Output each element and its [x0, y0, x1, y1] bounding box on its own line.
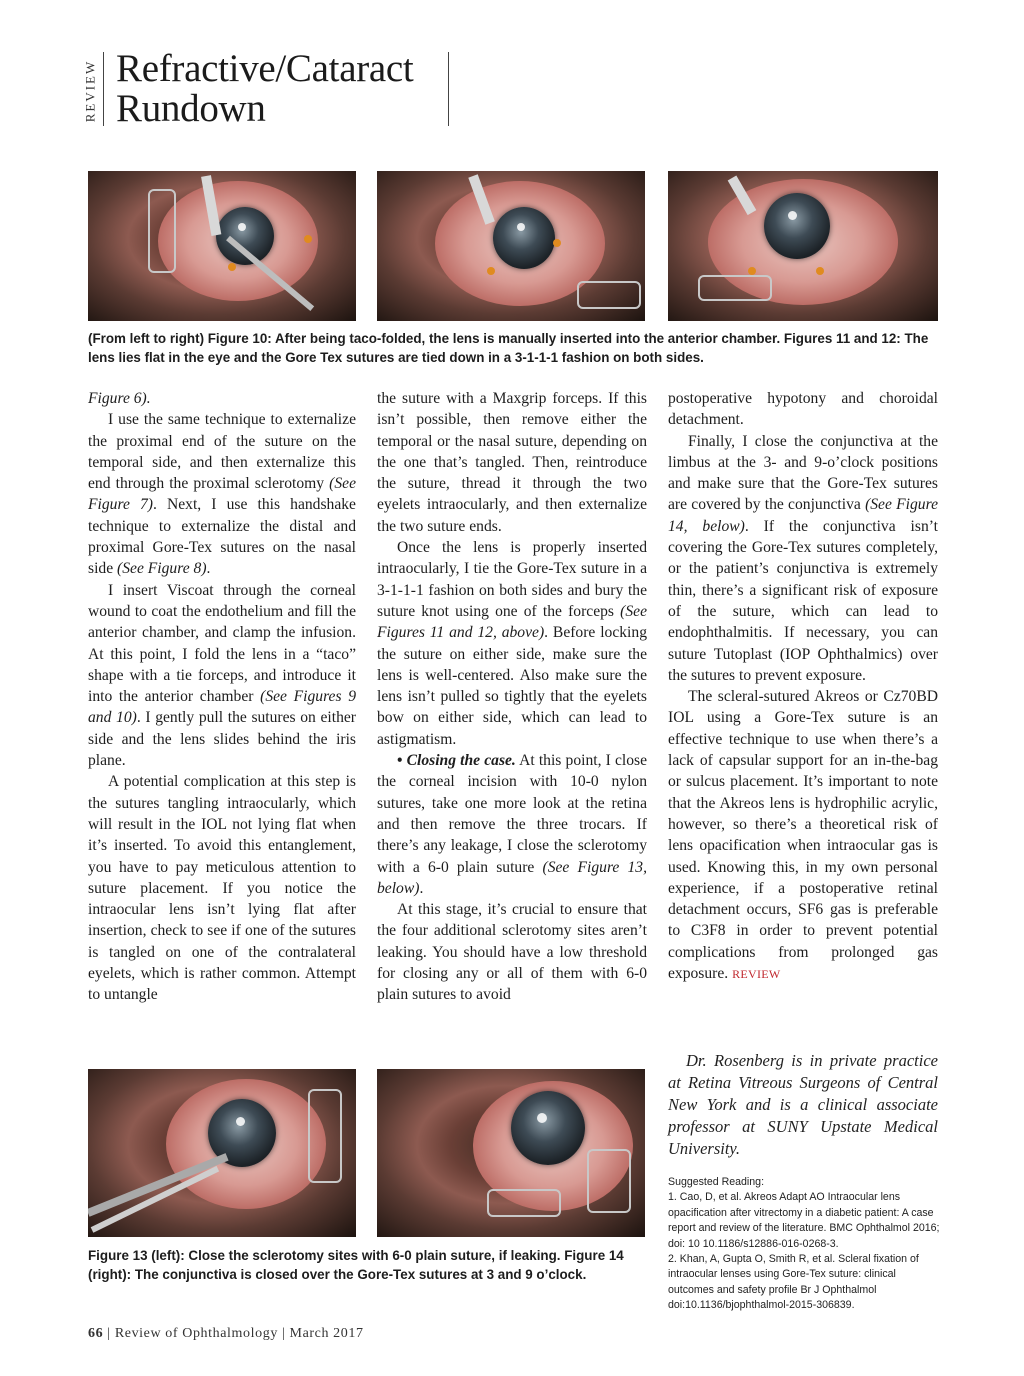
issue-date: March 2017	[289, 1326, 364, 1341]
title-line-2: Rundown	[116, 87, 266, 130]
page-title	[116, 49, 446, 129]
col2-paragraph-3: • Closing the case. At this point, I close the corneal incision with 10-0 nylon sutures, take one more look at the retina and then remove the three trocars. If there’s any leakage, I close the sclerotomy with a 6-0 plain suture (See Figure 13, below).	[377, 752, 647, 897]
col1-paragraph-1: Figure 6).	[88, 390, 151, 407]
subhead-closing-the-case: Closing the case.	[406, 752, 516, 770]
section-tag: REVIEW	[82, 59, 98, 123]
figures-top-caption: (From left to right) Figure 10: After being taco-folded, the lens is manually inserted into the anterior chamber. Figures 11 and 12: The lens lies flat in the eye and the Gore Tex sutures are tied down in a 3-1-1-1 fashion on both sides.	[88, 331, 929, 365]
journal-name: Review of Ophthalmology	[114, 1326, 278, 1341]
title-line-1: Refractive/Cataract	[116, 47, 414, 90]
page-footer: 66 | Review of Ophthalmology | March 2017	[88, 1326, 364, 1341]
figure-11-photo	[377, 171, 645, 321]
col1-paragraph-4: A potential complication at this step is the sutures tangling intraocularly, which will result in the IOL not lying flat when it’s inserted. To avoid this entanglement, you have to pay meticulous attention to suture placement. If you notice the intraocular lens isn’t lying flat after insertion, check to see if one of the sutures is tangled on one of the contralateral eyelets, which is rather common. Attempt to untangle	[88, 773, 356, 1004]
column-3	[668, 388, 938, 985]
col3-paragraph-2: Finally, I close the conjunctiva at the limbus at the 3- and 9-o’clock positions and make sure that the Gore-Tex sutures are covered by the conjunctiva (See Figure 14, below). If the conjunctiva isn’t covering the Gore-Tex sutures completely, or the patient’s conjunctiva is extremely thin, there’s a significant risk of exposure of the suture, which can lead to endophthalmitis. If necessary, you can suture Tutoplast (IOP Ophthalmics) over the sutures to prevent exposure.	[668, 432, 939, 684]
author-bio: Dr. Rosenberg is in private practice at Retina Vitreous Surgeons of Central New York and is a clinical associate professor at SUNY Upstate Medical University.	[668, 1051, 938, 1158]
col2-paragraph-4: At this stage, it’s crucial to ensure that the four additional sclerotomy sites aren’t leaking. You should have a low threshold for closing any or all of them with 6-0 plain sutures to avoid	[377, 901, 647, 1004]
header-rule-left	[103, 52, 104, 126]
figure-13-photo	[88, 1069, 356, 1237]
reference-1: 1. Cao, D, et al. Akreos Adapt AO Intraocular lens opacification after vitrectomy in a diabetic patient: A case report and review of the literature. BMC Ophthalmol 2016; doi: 10 10.1186/s12886-016-0268-3.	[668, 1191, 940, 1250]
page-number: 66	[88, 1326, 104, 1341]
figure-10-photo	[88, 171, 356, 321]
column-1	[88, 388, 356, 1006]
end-mark: REVIEW	[732, 967, 781, 982]
header-rule-right	[448, 52, 449, 126]
col1-paragraph-3: I insert Viscoat through the corneal wound to coat the endothelium and fill the anterior chamber, and clamp the infusion. At this point, I fold the lens in a “taco” shape with a tie forceps, and introduce it into the anterior chamber (See Figures 9 and 10). I gently pull the sutures on either side and the lens slides behind the iris plane.	[88, 581, 357, 770]
col3-paragraph-1: postoperative hypotony and choroidal detachment.	[668, 390, 938, 429]
col1-paragraph-2: I use the same technique to externalize the proximal end of the suture on the temporal side, and then externalize this end through the proximal sclerotomy (See Figure 7). Next, I use this handshake technique to externalize the distal and proximal Gore-Tex sutures on the nasal side (See Figure 8).	[88, 411, 356, 578]
figure-14-photo	[377, 1069, 645, 1237]
figures-bottom-caption: Figure 13 (left): Close the sclerotomy sites with 6-0 plain suture, if leaking. Figure 14 (right): The conjunctiva is closed over the Gore-Tex sutures at 3 and 9 o’clock.	[88, 1248, 624, 1282]
col2-paragraph-2: Once the lens is properly inserted intraocularly, I tie the Gore-Tex suture in a 3-1-1-1 fashion on both sides and bury the suture knot using one of the forceps (See Figures 11 and 12, above). Before locking the suture on either side, make sure the lens is well-centered. Also make sure the lens isn’t pulled so tightly that the eyelets bow on either side, which can lead to astigmatism.	[377, 539, 647, 748]
suggested-reading	[668, 1175, 940, 1314]
column-2	[377, 388, 647, 1006]
reference-2: 2. Khan, A, Gupta O, Smith R, et al. Scleral fixation of intraocular lenses using Gore-Tex suture: clinical outcomes and safety profile Br J Ophthalmol doi:10.1136/bjophthalmol-2015-306839.	[668, 1253, 919, 1312]
figure-12-photo	[668, 171, 938, 321]
col3-paragraph-3: The scleral-sutured Akreos or Cz70BD IOL using a Gore-Tex suture is an effective technique to use when there’s a lack of capsular support for an in-the-bag or sulcus placement. It’s important to note that the Akreos lens is hydrophilic acrylic, however, so there’s a theoretical risk of lens opacification when intraocular gas is used. Knowing this, in my own personal experience, if a postoperative retinal detachment occurs, SF6 gas is preferable to C3F8 in order to prevent potential complications from prolonged gas exposure. REVIEW	[668, 688, 938, 983]
col2-paragraph-1: the suture with a Maxgrip forceps. If this isn’t possible, then remove either the temporal or the nasal suture, depending on the one that’s tangled. Then, reintroduce the suture, thread it through the two eyelets intraocularly, and then externalize the two suture ends.	[377, 390, 647, 535]
suggested-reading-heading: Suggested Reading:	[668, 1176, 765, 1188]
